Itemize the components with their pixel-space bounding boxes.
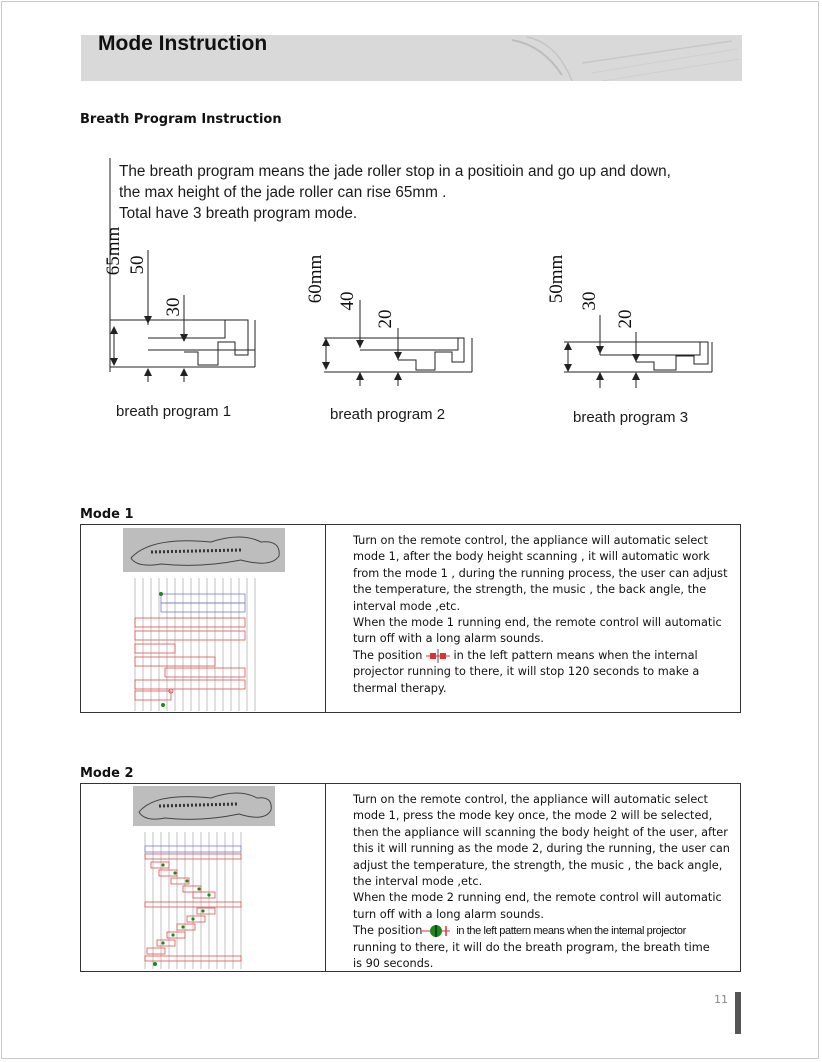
mode1-position-line	[353, 648, 733, 664]
mode1-position-prefix: The position	[353, 648, 423, 662]
breath-program-1-max-label: 65mm	[103, 226, 124, 276]
mode1-line: projector running to there, it will stop 120 seconds to make a	[353, 665, 700, 679]
page-number-bar	[735, 992, 741, 1034]
header-decoration-graphic	[502, 35, 742, 81]
mode1-line: turn off with a long alarm sounds.	[353, 632, 544, 646]
mode2-divider	[325, 784, 326, 971]
mode1-description	[353, 533, 733, 697]
page-number: 11	[714, 993, 728, 1006]
mode2-line: this it will running as the mode 2, during the running, the user can	[353, 842, 730, 856]
mode1-heading: Mode 1	[80, 507, 134, 522]
mode2-pattern-image	[131, 786, 291, 969]
mode2-line: Turn on the remote control, the appliance will automatic select	[353, 793, 708, 806]
mode1-table	[80, 524, 741, 713]
breath-program-3-caption: breath program 3	[573, 409, 689, 426]
breath-intro-line: Total have 3 breath program mode.	[119, 205, 358, 222]
mode2-line: adjust the temperature, the strength, the music , the back angle,	[353, 858, 723, 872]
mode2-position-suffix: in the left pattern means when the internal projector	[456, 925, 686, 938]
breath-program-1-low-label: 30	[163, 297, 184, 317]
mode2-position-prefix: The position	[353, 924, 423, 938]
mode2-position-line	[353, 923, 733, 939]
mode1-position-suffix: in the left pattern means when the internal	[453, 648, 698, 662]
breath-program-3-low-label: 20	[615, 309, 636, 329]
breath-program-2-max-label: 60mm	[305, 254, 326, 304]
breath-program-3-max-label: 50mm	[546, 254, 567, 304]
mode1-line: Turn on the remote control, the appliance will automatic select	[353, 534, 708, 547]
mode1-line: thermal therapy.	[353, 681, 447, 695]
breath-program-2-caption: breath program 2	[330, 406, 446, 423]
mode1-line: from the mode 1 , during the running process, the user can adjust	[353, 566, 728, 580]
mode2-line: the interval mode ,etc.	[353, 875, 483, 889]
breath-program-1-mid-label: 50	[127, 255, 148, 275]
header-band	[81, 35, 742, 81]
breath-section-heading: Breath Program Instruction	[80, 112, 282, 127]
mode1-line: interval mode ,etc.	[353, 599, 461, 613]
breath-program-3-mid-label: 30	[579, 291, 600, 311]
mode2-heading: Mode 2	[80, 766, 134, 781]
breath-intro-line: The breath program means the jade roller stop in a positioin and go up and down,	[119, 163, 671, 180]
breath-intro-line: the max height of the jade roller can rise 65mm .	[119, 184, 447, 201]
breath-program-3-figure	[564, 315, 712, 388]
breath-intro-text	[119, 161, 739, 224]
mode1-pattern-image	[121, 528, 291, 711]
breath-program-2-mid-label: 40	[337, 291, 358, 311]
mode2-line: is 90 seconds.	[353, 957, 434, 971]
breath-program-2-low-label: 20	[375, 309, 396, 329]
mode1-line: the temperature, the strength, the music , the back angle, the	[353, 583, 707, 597]
mode2-line: mode 1, press the mode key once, the mode 2 will be selected,	[353, 809, 713, 823]
mode2-line: turn off with a long alarm sounds.	[353, 907, 544, 921]
mode2-line: When the mode 2 running end, the remote control will automatic	[353, 891, 722, 905]
breath-program-1-caption: breath program 1	[116, 403, 232, 420]
mode2-table	[80, 783, 741, 972]
mode1-line: mode 1, after the body height scanning , it will automatic work	[353, 550, 710, 564]
stop-marker-icon	[426, 649, 450, 663]
mode2-description	[353, 792, 733, 972]
mode2-line: then the appliance will scanning the body height of the user, after	[353, 825, 728, 839]
page-title: Mode Instruction	[98, 35, 268, 55]
mode2-line: running to there, it will do the breath program, the breath time	[353, 940, 710, 954]
mode1-divider	[325, 525, 326, 712]
breath-marker-icon	[422, 924, 450, 938]
mode1-line: When the mode 1 running end, the remote control will automatic	[353, 616, 722, 630]
